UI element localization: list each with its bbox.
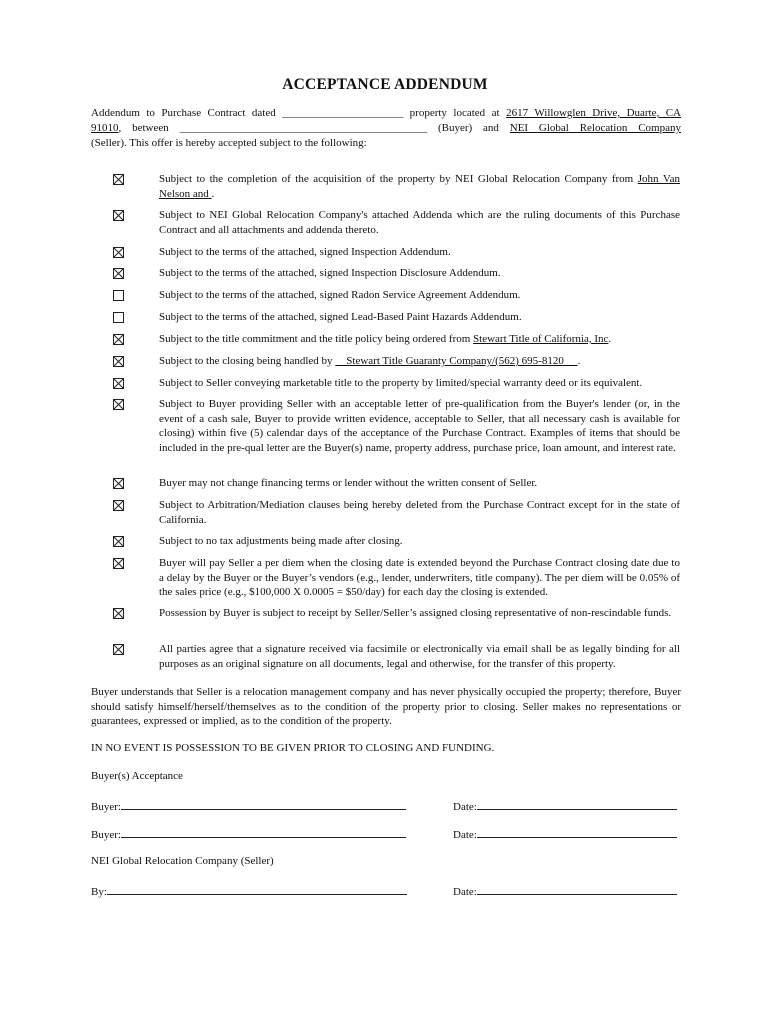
relocation-disclaimer: Buyer understands that Seller is a relocation management company and has never physically occupied the property; therefore, Buyer should satisfy himself/herself/themselves as to the condition of the property prior to closing. Seller makes no representations or guarantees, expressed or implied, as to the condition of the property.: [91, 686, 681, 728]
seller-date-label: Date:: [453, 886, 477, 898]
document-title: ACCEPTANCE ADDENDUM: [282, 76, 488, 93]
intro-line-2: [91, 121, 681, 136]
buyer-acceptance-heading: Buyer(s) Acceptance: [91, 770, 183, 782]
buyer1-label: Buyer:: [91, 801, 121, 813]
seller-date-field[interactable]: [477, 884, 677, 895]
buyer2-date-field[interactable]: [477, 827, 677, 838]
condition-checkbox[interactable]: [113, 334, 124, 345]
seller-heading: NEI Global Relocation Company (Seller): [91, 855, 274, 867]
buyer1-date-label: Date:: [453, 801, 477, 813]
intro-line-3: (Seller). This offer is hereby accepted subject to the following:: [91, 137, 367, 149]
condition-checkbox[interactable]: [113, 644, 124, 655]
condition-text: Subject to the closing being handled by Stewart Title Guaranty Company/(562) 695-8120 .: [159, 355, 581, 367]
condition-checkbox[interactable]: [113, 247, 124, 258]
condition-checkbox[interactable]: [113, 290, 124, 301]
condition-checkbox[interactable]: [113, 558, 124, 569]
condition-text: Subject to the terms of the attached, signed Lead-Based Paint Hazards Addendum.: [159, 311, 522, 323]
condition-checkbox[interactable]: [113, 500, 124, 511]
condition-text: Subject to the terms of the attached, signed Inspection Addendum.: [159, 246, 451, 258]
condition-text: Subject to no tax adjustments being made after closing.: [159, 535, 403, 547]
buyer2-signature-field[interactable]: [121, 827, 406, 838]
property-zip: 91010: [91, 122, 119, 134]
condition-text: Subject to the terms of the attached, signed Inspection Disclosure Addendum.: [159, 267, 501, 279]
condition-checkbox[interactable]: [113, 356, 124, 367]
condition-checkbox[interactable]: [113, 312, 124, 323]
condition-text: Buyer will pay Seller a per diem when the closing date is extended beyond the Purchase Contract closing date due to a delay by the Buyer or the Buyer’s vendors (e.g., lender, underwriters, title company). The per diem will be 0.05% of the sales price (e.g., $100,000 X 0.0005 = $50/day) for each day the closing is extended.: [159, 557, 680, 599]
buyer1-date-field[interactable]: [477, 799, 677, 810]
condition-checkbox[interactable]: [113, 536, 124, 547]
condition-checkbox[interactable]: [113, 378, 124, 389]
seller-date-row: [453, 884, 677, 898]
condition-text: Subject to NEI Global Relocation Company's attached Addenda which are the ruling documents of this Purchase Contract and all attachments and addenda thereto.: [159, 209, 680, 236]
condition-checkbox[interactable]: [113, 174, 124, 185]
condition-checkbox[interactable]: [113, 210, 124, 221]
condition-text: Subject to Seller conveying marketable title to the property by limited/special warranty deed or its equivalent.: [159, 377, 643, 389]
condition-text: Subject to the completion of the acquisition of the property by NEI Global Relocation Company from John Van Nelson and .: [159, 173, 680, 200]
condition-checkbox[interactable]: [113, 478, 124, 489]
condition-text: All parties agree that a signature received via facsimile or electronically via email shall be as legally binding for all purposes as an original signature on all documents, legal and otherwise, for the transfer of this property.: [159, 643, 680, 670]
buyer2-label: Buyer:: [91, 829, 121, 841]
condition-text: Possession by Buyer is subject to receipt by Seller/Seller’s assigned closing representative of non-rescindable funds.: [159, 607, 672, 619]
condition-checkbox[interactable]: [113, 399, 124, 410]
buyer1-signature-row: [91, 799, 406, 813]
possession-notice: IN NO EVENT IS POSSESSION TO BE GIVEN PRIOR TO CLOSING AND FUNDING.: [91, 742, 495, 754]
condition-checkbox[interactable]: [113, 268, 124, 279]
property-address: 2617 Willowglen Drive, Duarte, CA: [506, 107, 681, 119]
buyer2-signature-row: [91, 827, 406, 841]
condition-text: Subject to the title commitment and the title policy being ordered from Stewart Title of California, Inc.: [159, 333, 612, 345]
condition-text: Buyer may not change financing terms or lender without the written consent of Seller.: [159, 477, 538, 489]
seller-signature-field[interactable]: [107, 884, 407, 895]
seller-company: NEI Global Relocation Company: [509, 122, 681, 134]
by-label: By:: [91, 886, 107, 898]
intro-text: Addendum to Purchase Contract dated ______________________ property located at: [91, 107, 507, 119]
buyer2-date-label: Date:: [453, 829, 477, 841]
intro-text: , between _____________________________________________ (Buyer) and: [118, 122, 510, 134]
condition-text: Subject to Buyer providing Seller with an acceptable letter of pre-qualification from the Buyer's lender (or, in the event of a cash sale, Buyer to provide written evidence, acceptable to Seller, that all necessary cash is available for closing) within five (5) calendar days of the acceptance of the Purchase Contract. Examples of items that should be included in the pre-qual letter are the Buyer(s) name, property address, purchase price, loan amount, and interest rate.: [159, 398, 680, 454]
buyer2-date-row: [453, 827, 677, 841]
buyer1-signature-field[interactable]: [121, 799, 406, 810]
condition-text: Subject to Arbitration/Mediation clauses being hereby deleted from the Purchase Contract except for in the state of California.: [159, 499, 680, 526]
intro-paragraph: [91, 106, 681, 151]
condition-text: Subject to the terms of the attached, signed Radon Service Agreement Addendum.: [159, 289, 521, 301]
condition-checkbox[interactable]: [113, 608, 124, 619]
buyer1-date-row: [453, 799, 677, 813]
intro-line-1: [91, 106, 681, 121]
seller-signature-row: [91, 884, 407, 898]
